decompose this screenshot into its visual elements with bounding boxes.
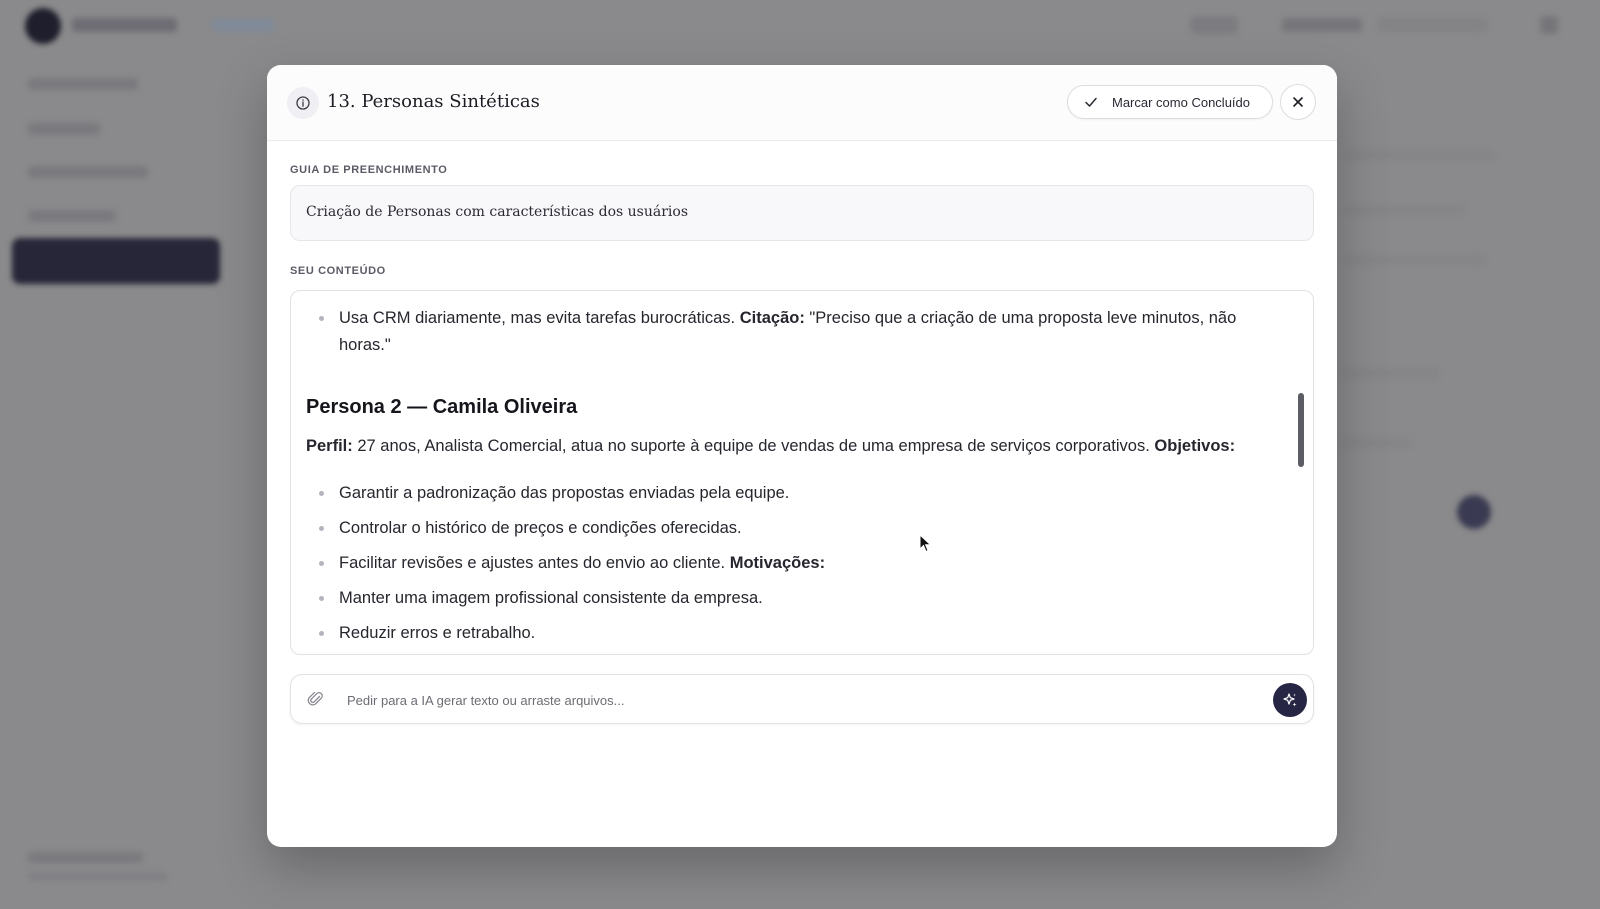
persona-modal [267,65,1337,847]
objectives-label: Objetivos: [1154,437,1236,455]
bullet-dot [319,316,324,321]
profile-text: 27 anos, Analista Comercial, atua no suporte à equipe de vendas de uma empresa de serviços corporativos. [352,437,1155,455]
list-item [306,515,1286,542]
close-button[interactable] [1280,84,1316,120]
background-topbar-item [1540,16,1558,34]
list-item-text: Facilitar revisões e ajustes antes do envio ao cliente. [339,554,730,572]
background-brand [72,18,177,32]
ai-prompt-bar [290,674,1314,724]
background-content-line [1340,368,1440,378]
ai-prompt-input[interactable] [345,687,1229,713]
background-topbar-item [1282,18,1362,32]
list-item-text: Garantir a padronização das propostas enviadas pela equipe. [339,484,790,502]
modal-title: 13. Personas Sintéticas [327,91,540,112]
mark-complete-button[interactable] [1067,85,1273,119]
guide-text: Criação de Personas com características dos usuários [306,204,688,220]
background-sidebar-item [28,123,100,135]
clipped-previous-line [306,290,1286,293]
background-content-line [1345,255,1485,265]
background-content-line [1340,438,1410,448]
persona-heading: Persona 2 — Camila Oliveira [306,396,578,418]
background-sidebar-footer [28,872,168,881]
list-item [306,305,1286,359]
list-item [306,550,1286,577]
background-sidebar-item [28,210,116,222]
list-item-text: Manter uma imagem profissional consistente da empresa. [339,589,763,607]
paperclip-icon[interactable] [307,690,325,708]
list-item [306,585,1286,612]
content-editor[interactable] [290,290,1314,655]
bullet-dot [319,561,324,566]
background-topbar-item [1378,18,1488,32]
objectives-list [306,480,1286,647]
background-sidebar-item [28,166,148,178]
mouse-cursor-icon [919,534,933,554]
guide-section-label: GUIA DE PREENCHIMENTO [290,164,448,176]
content-section-label: SEU CONTEÚDO [290,265,386,277]
bullet-dot [319,631,324,636]
list-item-text: Reduzir erros e retrabalho. [339,624,536,642]
info-icon [287,87,319,119]
background-content-line [1345,205,1465,215]
motivations-label: Motivações: [729,554,826,572]
background-breadcrumb [212,19,274,31]
list-item-text: Controlar o histórico de preços e condições oferecidas. [339,519,742,537]
guide-box [290,185,1314,241]
content-scroll-area [306,290,1286,655]
content-scrollbar[interactable] [1298,393,1304,467]
close-icon [1292,96,1304,108]
check-icon [1084,95,1098,109]
list-item [306,480,1286,507]
background-content-line [1345,150,1495,160]
list-item [306,620,1286,647]
bullet-dot [319,596,324,601]
persona-profile [306,433,1286,460]
list-item-bold: Citação: [739,309,805,327]
background-topbar-item [1190,16,1238,34]
background-sidebar-item [28,78,138,90]
ai-generate-button[interactable] [1273,683,1307,717]
sparkle-icon [1282,692,1298,708]
background-sidebar-active-item [12,238,220,284]
background-topbar [0,0,1600,52]
mark-complete-label: Marcar como Concluído [1112,94,1250,110]
background-logo [25,8,61,44]
bullet-dot [319,526,324,531]
list-item-text: "Preciso que a criação de uma proposta leve minutos, não horas." [339,309,1237,354]
background-avatar [1457,495,1491,529]
background-sidebar-footer [28,852,143,863]
bullet-dot [319,491,324,496]
list-item-text: Usa CRM diariamente, mas evita tarefas burocráticas. [339,309,740,327]
modal-header [267,65,1337,141]
profile-label: Perfil: [306,437,353,455]
